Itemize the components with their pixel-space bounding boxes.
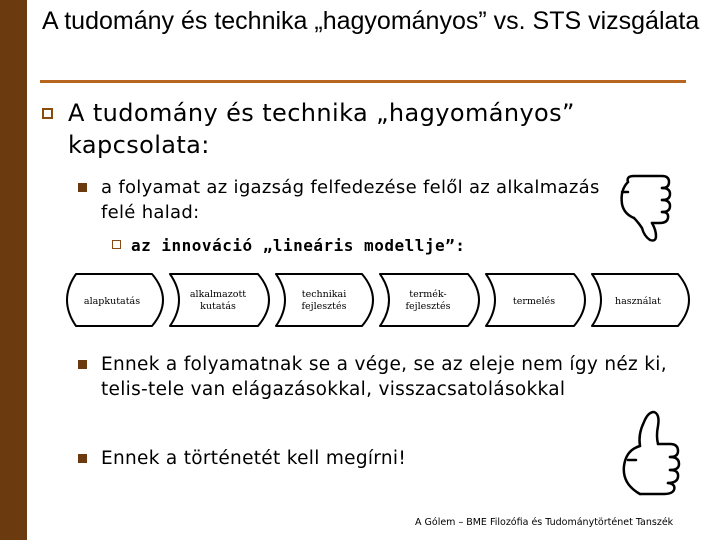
bullet-level3-text: az innováció „lineáris modellje”: [131,236,466,255]
linear-model-diagram [62,268,702,332]
bullet-level2-text: Ennek a történetét kell megírni! [101,448,407,469]
stage-label [615,296,661,307]
bullet-level2-text: a folyamat az igazság felfedezése felől az alkalmazás felé halad: [101,177,600,223]
stage-label [513,296,555,307]
stage-label-line: alkalmazott [189,289,247,300]
stage-shape [170,274,269,326]
slide-footer: A Gólem – BME Filozófia és Tudománytörténet Tanszék [415,517,674,528]
stage-shape [380,274,479,326]
thumbs-down-icon [614,172,684,244]
thumbs-up-icon [600,404,684,496]
slide-title: A tudomány és technika „hagyományos” vs. STS vizsgálata [42,7,700,35]
stage-label-line: termék- [409,289,447,300]
stage-label [190,289,246,312]
bullet-level2-text: Ennek a folyamatnak se a vége, se az eleje nem így néz ki, telis-tele van elágazásokkal, visszacsatolásokkal [101,354,667,400]
stage-label-line: fejlesztés [405,301,451,312]
sidebar-bar [0,0,27,540]
stage-label [302,289,347,312]
stage-label-line: használat [615,296,661,307]
bullet-marker [42,108,53,119]
bullet-level1-text: A tudomány és technika „hagyományos” kapcsolata: [68,99,575,159]
stage-label [84,296,140,307]
stage-label-line: fejlesztés [301,301,347,312]
bullet-marker [78,183,87,192]
bullet-marker [78,360,87,369]
stage-label-line: termelés [512,296,556,307]
stage-label-line: kutatás [200,301,236,312]
bullet-marker [112,240,121,249]
bullet-marker [78,454,87,463]
stage-label-line: alapkutatás [83,296,141,307]
stage-label [406,289,451,312]
stage-shape [276,274,373,326]
title-divider [40,80,686,83]
stage-label-line: technikai [301,289,347,300]
